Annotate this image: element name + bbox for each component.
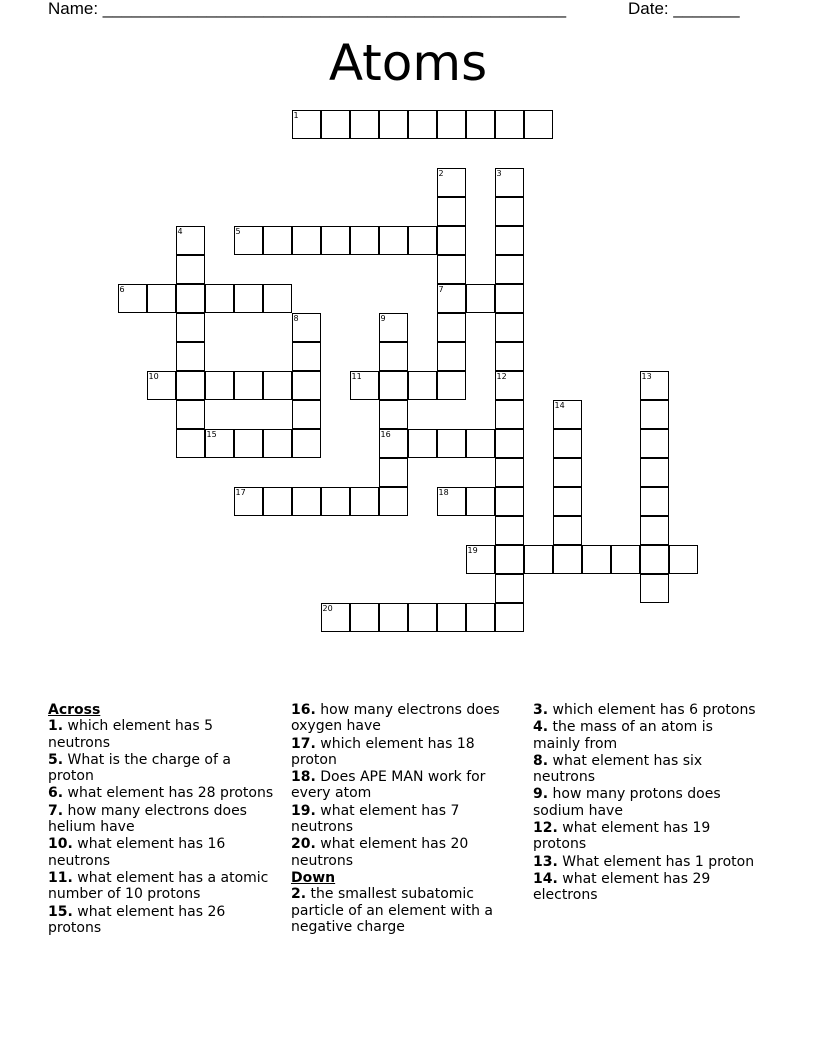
crossword-cell[interactable] [466, 545, 495, 574]
crossword-cell[interactable] [321, 226, 350, 255]
crossword-cell[interactable] [640, 400, 669, 429]
crossword-cell[interactable] [582, 545, 611, 574]
clue-down-14: 14. what element has 29 electrons [533, 870, 711, 904]
crossword-cell[interactable] [292, 487, 321, 516]
clue-number: 11 [351, 372, 362, 381]
crossword-cell[interactable] [640, 516, 669, 545]
crossword-cell[interactable] [176, 400, 205, 429]
crossword-cell[interactable] [379, 342, 408, 371]
clue-across-1: 1. which element has 5 neutrons [48, 718, 214, 751]
crossword-cell[interactable] [350, 226, 379, 255]
clue-across-19: 19. what element has 7 neutrons [291, 802, 460, 836]
crossword-cell[interactable] [524, 110, 553, 139]
crossword-cell[interactable] [553, 516, 582, 545]
crossword-cell[interactable] [350, 487, 379, 516]
crossword-cell[interactable] [176, 429, 205, 458]
clue-number: 20 [322, 604, 333, 613]
crossword-cell[interactable] [408, 603, 437, 632]
crossword-cell[interactable] [234, 429, 263, 458]
clue-number: 3 [496, 169, 502, 178]
crossword-cell[interactable] [553, 400, 582, 429]
crossword-cell[interactable] [495, 429, 524, 458]
crossword-cell[interactable] [234, 284, 263, 313]
crossword-cell[interactable] [611, 545, 640, 574]
clue-number: 15 [206, 430, 217, 439]
crossword-cell[interactable] [437, 429, 466, 458]
crossword-cell[interactable] [234, 487, 263, 516]
clue-number: 9 [380, 314, 386, 323]
crossword-cell[interactable] [553, 429, 582, 458]
crossword-cell[interactable] [495, 197, 524, 226]
crossword-cell[interactable] [263, 226, 292, 255]
crossword-cell[interactable] [408, 226, 437, 255]
crossword-cell[interactable] [495, 400, 524, 429]
clue-across-18: 18. Does APE MAN work for every atom [291, 769, 486, 802]
crossword-cell[interactable] [640, 545, 669, 574]
crossword-cell[interactable] [147, 284, 176, 313]
clue-number: 10 [148, 372, 159, 381]
name-field: Name: _________________________________________________ [48, 0, 567, 18]
crossword-cell[interactable] [263, 371, 292, 400]
crossword-cell[interactable] [437, 284, 466, 313]
crossword-cell[interactable] [437, 110, 466, 139]
clue-down-3: 3. which element has 6 protons [533, 702, 756, 718]
crossword-cell[interactable] [176, 371, 205, 400]
crossword-cell[interactable] [437, 603, 466, 632]
clue-column-2 [291, 702, 516, 936]
crossword-cell[interactable] [553, 458, 582, 487]
crossword-cell[interactable] [292, 110, 321, 139]
clue-number: 17 [235, 488, 246, 497]
clue-number: 4 [177, 227, 183, 236]
crossword-cell[interactable] [524, 545, 553, 574]
crossword-cell[interactable] [176, 342, 205, 371]
clue-across-7: 7. how many electrons does helium have [48, 802, 247, 836]
clue-number: 16 [380, 430, 391, 439]
crossword-cell[interactable] [118, 284, 147, 313]
crossword-cell[interactable] [466, 429, 495, 458]
crossword-cell[interactable] [495, 313, 524, 342]
crossword-cell[interactable] [640, 429, 669, 458]
crossword-cell[interactable] [379, 313, 408, 342]
crossword-cell[interactable] [205, 429, 234, 458]
crossword-cell[interactable] [495, 545, 524, 574]
clue-column-1 [48, 702, 278, 937]
down-heading: Down [291, 869, 336, 886]
clue-down-9: 9. how many protons does sodium have [533, 786, 721, 819]
clue-across-10: 10. what element has 16 neutrons [48, 836, 226, 869]
clue-number: 6 [119, 285, 125, 294]
clue-number: 5 [235, 227, 241, 236]
crossword-cell[interactable] [640, 574, 669, 603]
clue-number: 7 [438, 285, 444, 294]
crossword-cell[interactable] [379, 603, 408, 632]
clue-number: 13 [641, 372, 652, 381]
crossword-cell[interactable] [553, 487, 582, 516]
crossword-cell[interactable] [466, 603, 495, 632]
crossword-cell[interactable] [379, 371, 408, 400]
clue-down-12: 12. what element has 19 protons [533, 820, 711, 853]
crossword-cell[interactable] [669, 545, 698, 574]
crossword-cell[interactable] [408, 429, 437, 458]
crossword-cell[interactable] [263, 487, 292, 516]
crossword-cell[interactable] [379, 226, 408, 255]
crossword-cell[interactable] [350, 603, 379, 632]
page-title: Atoms [328, 34, 488, 92]
crossword-cell[interactable] [292, 429, 321, 458]
crossword-cell[interactable] [495, 487, 524, 516]
clue-number: 12 [496, 372, 507, 381]
clue-down-13: 13. What element has 1 proton [533, 853, 755, 870]
crossword-cell[interactable] [176, 255, 205, 284]
crossword-cell[interactable] [495, 371, 524, 400]
clue-down-2: 2. the smallest subatomic particle of an element with a negative charge [291, 886, 494, 935]
crossword-cell[interactable] [292, 226, 321, 255]
crossword-cell[interactable] [437, 313, 466, 342]
crossword-cell[interactable] [437, 168, 466, 197]
crossword-cell[interactable] [466, 487, 495, 516]
crossword-cell[interactable] [437, 255, 466, 284]
crossword-cell[interactable] [292, 371, 321, 400]
crossword-cell[interactable] [234, 371, 263, 400]
crossword-cell[interactable] [205, 284, 234, 313]
crossword-cell[interactable] [495, 226, 524, 255]
crossword-cell[interactable] [640, 487, 669, 516]
crossword-cell[interactable] [292, 313, 321, 342]
crossword-cell[interactable] [147, 371, 176, 400]
crossword-cell[interactable] [205, 371, 234, 400]
crossword-cell[interactable] [495, 342, 524, 371]
crossword-cell[interactable] [350, 110, 379, 139]
crossword-cell[interactable] [379, 110, 408, 139]
crossword-cell[interactable] [640, 458, 669, 487]
crossword-cell[interactable] [321, 487, 350, 516]
clue-number: 19 [467, 546, 478, 555]
across-heading: Across [48, 702, 101, 718]
clue-across-6: 6. what element has 28 protons [48, 785, 274, 802]
crossword-cell[interactable] [379, 458, 408, 487]
crossword-cell[interactable] [437, 342, 466, 371]
crossword-cell[interactable] [379, 429, 408, 458]
crossword-cell[interactable] [495, 284, 524, 313]
crossword-cell[interactable] [437, 226, 466, 255]
crossword-cell[interactable] [321, 110, 350, 139]
crossword-cell[interactable] [408, 371, 437, 400]
crossword-cell[interactable] [263, 284, 292, 313]
crossword-cell[interactable] [495, 168, 524, 197]
crossword-cell[interactable] [495, 110, 524, 139]
crossword-cell[interactable] [176, 226, 205, 255]
clue-number: 8 [293, 314, 299, 323]
crossword-cell[interactable] [466, 284, 495, 313]
crossword-cell[interactable] [379, 400, 408, 429]
clue-column-3 [533, 702, 763, 905]
crossword-cell[interactable] [495, 255, 524, 284]
crossword-cell[interactable] [292, 342, 321, 371]
clue-across-17: 17. which element has 18 proton [291, 735, 475, 768]
date-field: Date: _______ [628, 0, 740, 18]
clue-down-4: 4. the mass of an atom is mainly from [533, 719, 713, 752]
crossword-cell[interactable] [176, 313, 205, 342]
crossword-cell[interactable] [495, 458, 524, 487]
clue-across-5: 5. What is the charge of a proton [48, 751, 231, 785]
crossword-cell[interactable] [495, 574, 524, 603]
crossword-cell[interactable] [640, 371, 669, 400]
crossword-cell[interactable] [379, 487, 408, 516]
clue-down-8: 8. what element has six neutrons [533, 752, 703, 786]
clue-across-15: 15. what element has 26 protons [48, 903, 226, 936]
crossword-cell[interactable] [408, 110, 437, 139]
crossword-cell[interactable] [263, 429, 292, 458]
crossword-cell[interactable] [495, 516, 524, 545]
crossword-cell[interactable] [553, 545, 582, 574]
clue-number: 1 [293, 111, 299, 120]
crossword-cell[interactable] [495, 603, 524, 632]
clue-across-16: 16. how many electrons does oxygen have [291, 702, 500, 735]
clue-number: 18 [438, 488, 449, 497]
crossword-cell[interactable] [321, 603, 350, 632]
clue-across-11: 11. what element has a atomic number of 10 protons [48, 869, 269, 903]
crossword-cell[interactable] [176, 284, 205, 313]
crossword-cell[interactable] [292, 400, 321, 429]
crossword-cell[interactable] [437, 371, 466, 400]
crossword-cell[interactable] [466, 110, 495, 139]
clue-across-20: 20. what element has 20 neutrons [291, 836, 469, 869]
crossword-cell[interactable] [437, 487, 466, 516]
crossword-cell[interactable] [234, 226, 263, 255]
crossword-cell[interactable] [437, 197, 466, 226]
clue-number: 14 [554, 401, 565, 410]
crossword-cell[interactable] [350, 371, 379, 400]
clue-number: 2 [438, 169, 444, 178]
